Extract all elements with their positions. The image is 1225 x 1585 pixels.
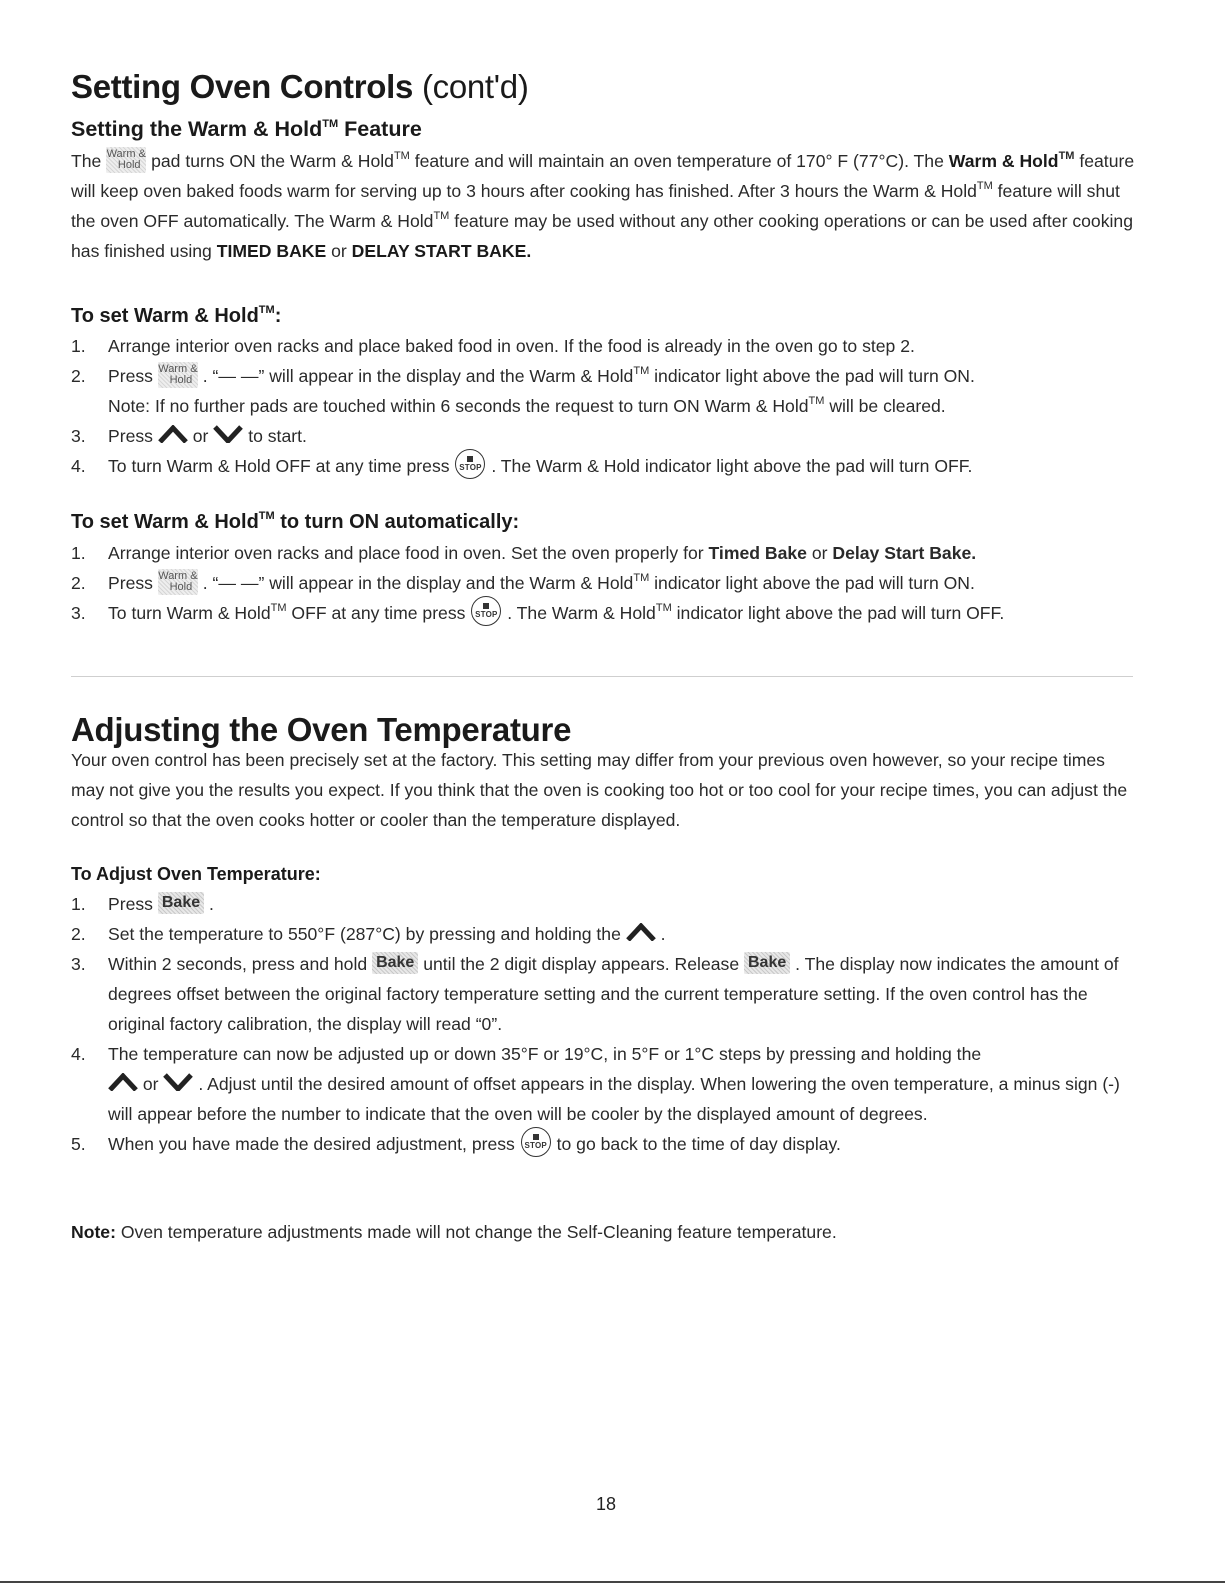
warm-hold-pad-icon: Warm & Hold: [106, 148, 146, 172]
stop-pad-icon: STOP: [471, 596, 501, 626]
list-item: 3. Press or to start.: [71, 426, 307, 446]
stop-pad-icon: STOP: [455, 449, 485, 479]
page-number: 18: [595, 1494, 617, 1514]
list-item: 1. Arrange interior oven racks and place baked food in oven. If the food is already in the oven go to step 2.: [71, 336, 915, 356]
section-title-setting-oven-controls: Setting Oven Controls (cont'd): [71, 68, 529, 105]
down-arrow-icon: [163, 1073, 193, 1091]
list-item: 2. Press Warm & Hold . “— —” will appear in the display and the Warm & Hold™ indicator light above the pad will turn ON. Note: If no further pads are touched within 6 seconds the request to turn ON Warm & Hold™ will be cleared.: [71, 363, 975, 416]
section-divider: [71, 676, 1133, 677]
bake-pad-icon: Bake: [372, 952, 418, 974]
page-bottom-border: [0, 1581, 1225, 1583]
up-arrow-icon: [108, 1073, 138, 1091]
heading-set-warm-hold-auto: To set Warm & Hold™ to turn ON automatically:: [71, 510, 520, 533]
set-warm-hold-auto-steps: [71, 538, 1137, 629]
list-item: 3. To turn Warm & Hold™ OFF at any time press STOP . The Warm & Hold™ indicator light above the pad will turn OFF.: [71, 598, 1137, 629]
list-item: 1. Arrange interior oven racks and place food in oven. Set the oven properly for Timed Bake or Delay Start Bake.: [71, 543, 977, 563]
warm-hold-intro-paragraph: The Warm & Hold pad turns ON the Warm & Hold™ feature and will maintain an oven temperature of 170° F (77°C). The Warm & Hold™ feature will keep oven baked foods warm for serving up to 3 hours after cooking has finished. After 3 hours the Warm & Hold™ feature will shut the oven OFF automatically. The Warm & Hold™ feature may be used without any other cooking operations or can be used after cooking has finished using TIMED BAKE or DELAY START BAKE.: [71, 148, 1135, 261]
list-item: 2. Set the temperature to 550°F (287°C) by pressing and holding the .: [71, 924, 666, 944]
bake-pad-icon: Bake: [158, 892, 204, 914]
list-item: 3. Within 2 seconds, press and hold Bake until the 2 digit display appears. Release Bake . The display now indicates the amount of degrees offset between the original factory temperature setting and the current temperature setting. If the oven control has the original factory calibration, the display will read “0”.: [71, 954, 1119, 1034]
adjust-intro-paragraph: Your oven control has been precisely set at the factory. This setting may differ from your previous oven however, so your recipe times may not give you the results you expect. If you think that the oven is cooking too hot or too cool for your recipe times, you can adjust the control so that the oven cooks hotter or cooler than the temperature displayed.: [71, 750, 1128, 830]
list-item: 4. The temperature can now be adjusted up or down 35°F or 19°C, in 5°F or 1°C steps by pressing and holding the or . Adjust until the desired amount of offset appears in the display. When lowering the oven temperature, a minus sign (-) will appear before the number to indicate that the oven will be cooler by the displayed amount of degrees.: [71, 1044, 1120, 1124]
warm-hold-pad-icon: Warm & Hold: [158, 570, 198, 594]
heading-set-warm-hold: To set Warm & Hold™:: [71, 304, 282, 327]
heading-adjust-oven-temperature: To Adjust Oven Temperature:: [71, 864, 321, 884]
down-arrow-icon: [213, 425, 243, 443]
warm-hold-pad-icon: Warm & Hold: [158, 363, 198, 387]
list-item: 1. Press Bake .: [71, 894, 214, 914]
list-item: 4. To turn Warm & Hold OFF at any time press STOP . The Warm & Hold indicator light above the pad will turn OFF.: [71, 451, 1137, 482]
list-item: 5. When you have made the desired adjustment, press STOP to go back to the time of day display.: [71, 1129, 1137, 1160]
adjust-temperature-steps: [71, 889, 1137, 1160]
section-title-adjusting-temperature: Adjusting the Oven Temperature: [71, 711, 572, 748]
up-arrow-icon: [626, 923, 656, 941]
bake-pad-icon: Bake: [744, 952, 790, 974]
note-paragraph: Note: Oven temperature adjustments made will not change the Self-Cleaning feature temperature.: [71, 1222, 837, 1242]
up-arrow-icon: [158, 425, 188, 443]
set-warm-hold-steps: [71, 331, 1137, 482]
stop-pad-icon: STOP: [521, 1127, 551, 1157]
subtitle-warm-hold-feature: Setting the Warm & Hold™ Feature: [71, 117, 422, 141]
list-item: 2. Press Warm & Hold . “— —” will appear in the display and the Warm & Hold™ indicator light above the pad will turn ON.: [71, 570, 975, 594]
